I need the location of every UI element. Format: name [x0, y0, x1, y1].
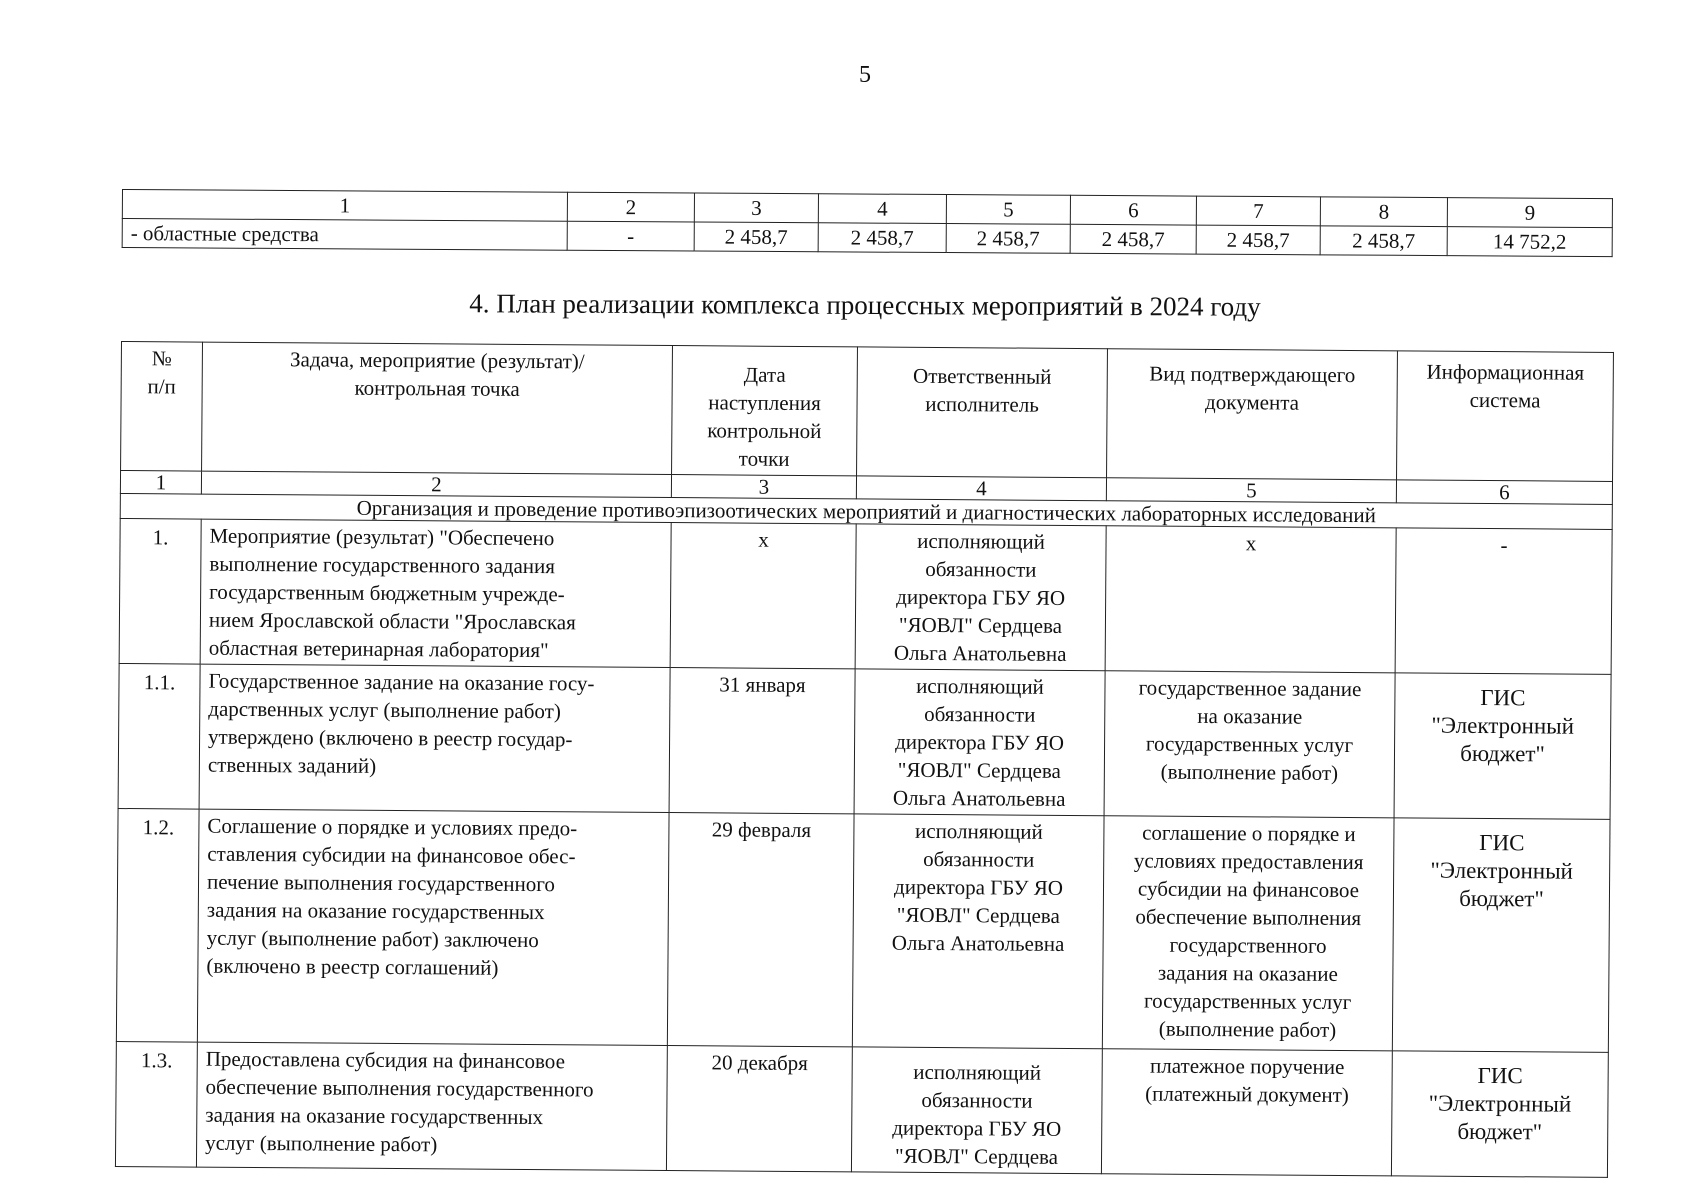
row-task: Мероприятие (результат) "Обеспечено выполнение государственного задания государственным бюджетным учрежде- нием Ярославской области "Ярославская областная ветеринарная лаборатория" — [200, 519, 671, 667]
colnum-4: 4 — [856, 476, 1106, 501]
summary-table — [122, 189, 1613, 257]
summary-value: - — [567, 221, 694, 251]
summary-value: 2 458,7 — [946, 224, 1070, 254]
colnum-2: 2 — [201, 471, 671, 497]
row-task: Государственное задание на оказание госу- дарственных услуг (выполнение работ) утверждено (включено в реестр государ- ственных заданий) — [199, 664, 670, 812]
summary-col-7: 7 — [1196, 196, 1320, 226]
table-row — [116, 808, 1610, 1052]
summary-value: 2 458,7 — [694, 222, 818, 252]
header-date: Дата наступления контрольной точки — [672, 346, 858, 476]
row-num: 1.1. — [118, 663, 200, 809]
row-system: - — [1395, 528, 1612, 675]
summary-col-9: 9 — [1447, 198, 1612, 228]
plan-table — [115, 341, 1614, 1178]
row-document: платежное поручение (платежный документ) — [1101, 1049, 1392, 1176]
row-document: государственное задание на оказание государственных услуг (выполнение работ) — [1104, 671, 1395, 818]
summary-value: 2 458,7 — [1070, 224, 1196, 254]
summary-col-4: 4 — [818, 194, 946, 224]
row-executor: исполняющий обязанности директора ГБУ ЯО "ЯОВЛ" Сердцева — [851, 1047, 1102, 1174]
colnum-6: 6 — [1396, 480, 1612, 505]
summary-value: 2 458,7 — [1196, 225, 1320, 255]
summary-col-1: 1 — [122, 190, 567, 222]
row-num: 1. — [119, 518, 201, 664]
summary-row-label: - областные средства — [122, 219, 567, 251]
row-date: 20 декабря — [666, 1046, 852, 1172]
page-number: 5 — [859, 62, 871, 88]
row-num: 1.3. — [115, 1041, 197, 1167]
summary-value: 2 458,7 — [818, 223, 946, 253]
row-system: ГИС "Электронный бюджет" — [1392, 818, 1610, 1053]
colnum-1: 1 — [120, 471, 201, 495]
summary-col-8: 8 — [1320, 197, 1447, 227]
section-title: 4. План реализации комплекса процессных мероприятий в 2024 году — [469, 288, 1261, 322]
row-date: x — [670, 523, 856, 669]
plan-header-row — [121, 342, 1614, 482]
summary-total: 14 752,2 — [1447, 227, 1612, 257]
row-document: x — [1105, 526, 1396, 673]
row-executor: исполняющий обязанности директора ГБУ ЯО "ЯОВЛ" Сердцева Ольга Анатольевна — [854, 669, 1105, 816]
colnum-3: 3 — [671, 475, 856, 499]
row-num: 1.2. — [116, 808, 199, 1042]
row-date: 29 февраля — [667, 813, 854, 1047]
colnum-5: 5 — [1106, 478, 1396, 503]
row-task: Соглашение о порядке и условиях предо- ставления субсидии на финансовое обес- печение выполнения государственного задания на оказание государственных услуг (выполнение работ) заключено (включено в реестр соглашений) — [197, 809, 669, 1045]
row-document: соглашение о порядке и условиях предоставления субсидии на финансовое обеспечение выполнения государственного задания на оказание государственных услуг (выполнение работ) — [1102, 816, 1394, 1051]
table-row — [119, 518, 1612, 674]
row-task: Предоставлена субсидия на финансовое обеспечение выполнения государственного задания на оказание государственных услуг (выполнение работ) — [196, 1042, 667, 1170]
header-system: Информационная система — [1397, 351, 1614, 482]
header-document: Вид подтверждающего документа — [1107, 349, 1398, 480]
row-date: 31 января — [669, 668, 855, 814]
table-row — [118, 663, 1611, 819]
row-executor: исполняющий обязанности директора ГБУ ЯО "ЯОВЛ" Сердцева Ольга Анатольевна — [852, 814, 1104, 1049]
summary-col-2: 2 — [567, 192, 694, 222]
header-num: № п/п — [121, 342, 203, 472]
section-row-title: Организация и проведение противоэпизоотических мероприятий и диагностических лабораторных исследований — [120, 493, 1612, 529]
summary-col-5: 5 — [946, 195, 1070, 225]
summary-value: 2 458,7 — [1320, 226, 1447, 256]
header-task: Задача, мероприятие (результат)/ контрольная точка — [202, 342, 673, 474]
table-row — [115, 1041, 1608, 1177]
header-executor: Ответственный исполнитель — [857, 347, 1108, 478]
row-executor: исполняющий обязанности директора ГБУ ЯО "ЯОВЛ" Сердцева Ольга Анатольевна — [855, 524, 1106, 671]
summary-col-6: 6 — [1070, 195, 1196, 225]
row-system: ГИС "Электронный бюджет" — [1391, 1051, 1608, 1178]
row-system: ГИС "Электронный бюджет" — [1394, 673, 1611, 820]
summary-col-3: 3 — [694, 193, 818, 223]
